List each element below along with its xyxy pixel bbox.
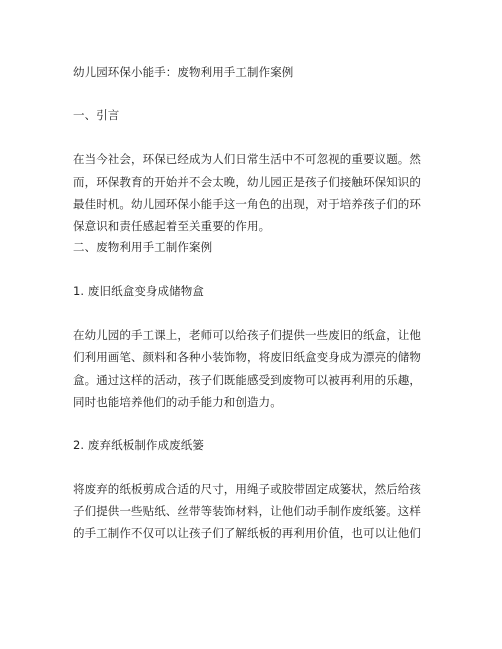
paragraph-line: 而，环保教育的开始并不会太晚，幼儿园正是孩子们接触环保知识的	[73, 175, 421, 189]
document-title: 幼儿园环保小能手：废物利用手工制作案例	[73, 65, 294, 79]
paragraph-line: 盒。通过这样的活动，孩子们既能感受到废物可以被再利用的乐趣，	[73, 373, 421, 387]
paragraph-line: 保意识和责任感起着至关重要的作用。	[73, 219, 271, 233]
paragraph-line: 的手工制作不仅可以让孩子们了解纸板的再利用价值，也可以让他们	[73, 526, 421, 540]
section-heading-cases: 二、废物利用手工制作案例	[73, 240, 213, 254]
paragraph-line: 们利用画笔、颜料和各种小装饰物，将废旧纸盒变身成为漂亮的储物	[73, 350, 421, 364]
subsection-heading-wastebasket: 2. 废弃纸板制作成废纸篓	[73, 438, 204, 452]
paragraph-line: 在幼儿园的手工课上，老师可以给孩子们提供一些废旧的纸盒，让他	[73, 328, 421, 342]
paragraph-line: 最佳时机。幼儿园环保小能手这一角色的出现，对于培养孩子们的环	[73, 197, 421, 211]
section-heading-introduction: 一、引言	[73, 108, 120, 122]
paragraph-line: 同时也能培养他们的动手能力和创造力。	[73, 395, 282, 409]
paragraph-line: 子们提供一些贴纸、丝带等装饰材料，让他们动手制作废纸篓。这样	[73, 504, 421, 518]
paragraph-line: 将废弃的纸板剪成合适的尺寸，用绳子或胶带固定成篓状，然后给孩	[73, 482, 421, 496]
paragraph-line: 在当今社会，环保已经成为人们日常生活中不可忽视的重要议题。然	[73, 152, 421, 166]
subsection-heading-storage-box: 1. 废旧纸盒变身成储物盒	[73, 284, 204, 298]
